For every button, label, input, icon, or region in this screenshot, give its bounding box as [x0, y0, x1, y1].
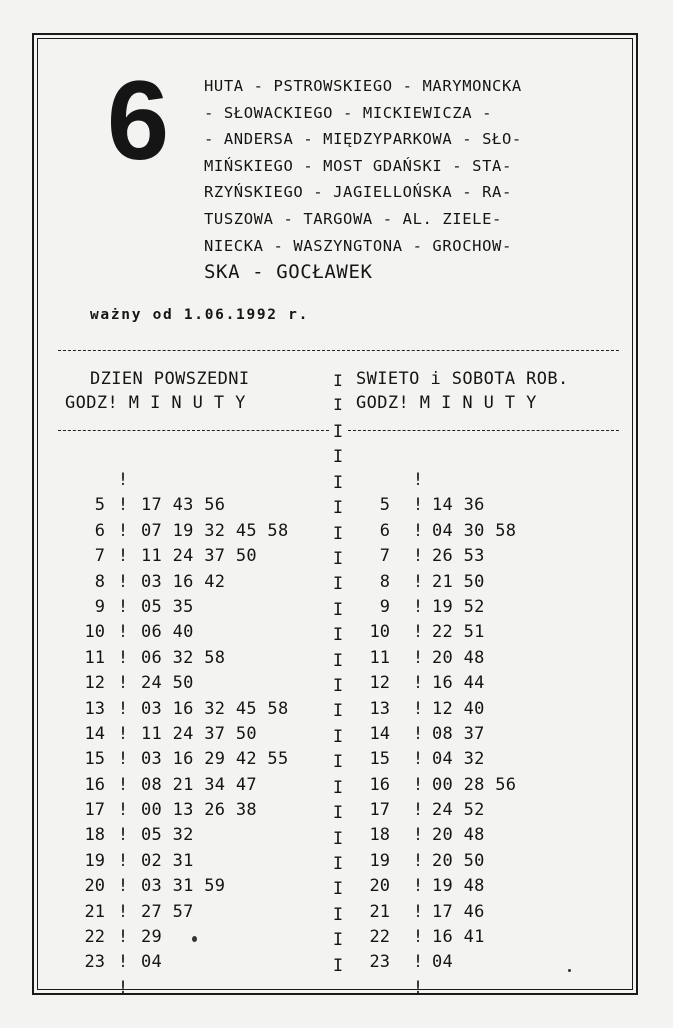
weekday-timetable [65, 468, 330, 1001]
weekday-hour: 7 [94, 546, 105, 567]
holiday-row-separator: ! [412, 470, 424, 490]
holiday-row [350, 570, 620, 595]
holiday-row [350, 620, 620, 645]
holiday-hour: 19 [369, 850, 390, 871]
weekday-row [65, 874, 330, 899]
holiday-minutes: 19 52 [432, 596, 485, 617]
weekday-hour: 11 [84, 647, 105, 668]
weekday-hour: 13 [84, 698, 105, 719]
weekday-hour: 18 [84, 825, 105, 846]
weekday-row-separator: ! [117, 749, 129, 770]
route-line: HUTA - PSTROWSKIEGO - MARYMONCKA [204, 77, 522, 95]
weekday-hour: 22 [84, 927, 105, 948]
holiday-row [350, 950, 620, 975]
holiday-hour: 21 [369, 901, 390, 922]
holiday-row [350, 976, 620, 1001]
weekday-row-separator: ! [117, 546, 129, 567]
holiday-row [350, 468, 620, 493]
weekday-minutes: 03 16 32 45 58 [141, 698, 289, 719]
weekday-row [65, 570, 330, 595]
weekday-minutes: 02 31 [141, 850, 194, 871]
weekday-hour: 16 [84, 774, 105, 795]
holiday-row-separator: ! [412, 774, 424, 795]
holiday-row-separator: ! [412, 723, 424, 744]
weekday-minutes: 04 [141, 952, 163, 973]
holiday-minutes: 16 44 [432, 673, 485, 694]
holiday-hour: 8 [379, 571, 390, 592]
holiday-minutes: 21 50 [432, 571, 485, 592]
line-number: 6 [106, 58, 170, 183]
holiday-subheader-separator [348, 430, 619, 431]
holiday-row-separator: ! [412, 495, 424, 516]
holiday-row [350, 823, 620, 848]
holiday-minutes: 04 [432, 952, 454, 973]
holiday-hour: 9 [379, 596, 390, 617]
weekday-row [65, 900, 330, 925]
weekday-hour: 15 [84, 749, 105, 770]
weekday-row-separator: ! [117, 698, 129, 719]
paper-speck [568, 969, 571, 972]
holiday-row [350, 849, 620, 874]
weekday-minutes: 06 32 58 [141, 647, 226, 668]
holiday-hour: 10 [369, 622, 390, 643]
weekday-hour: 14 [84, 723, 105, 744]
weekday-row [65, 747, 330, 772]
holiday-row [350, 722, 620, 747]
weekday-minutes: 06 40 [141, 622, 194, 643]
holiday-row [350, 747, 620, 772]
weekday-minutes: 08 21 34 47 [141, 774, 257, 795]
weekday-row-separator: ! [117, 596, 129, 617]
weekday-row-separator: ! [117, 647, 129, 668]
holiday-minutes: 16 41 [432, 927, 485, 948]
weekday-row [65, 798, 330, 823]
weekday-row [65, 646, 330, 671]
weekday-hour: 21 [84, 901, 105, 922]
weekday-row-separator: ! [117, 825, 129, 846]
weekday-hour: 6 [94, 520, 105, 541]
holiday-row [350, 646, 620, 671]
route-line: - SŁOWACKIEGO - MICKIEWICZA - [204, 103, 493, 122]
holiday-minutes: 04 30 58 [432, 520, 517, 541]
weekday-hour: 8 [94, 571, 105, 592]
paper-speck [192, 936, 197, 942]
holiday-minutes: 08 37 [432, 723, 485, 744]
holiday-hour: 12 [369, 673, 390, 694]
holiday-row-separator: ! [412, 698, 424, 719]
weekday-row [65, 671, 330, 696]
weekday-hour: 17 [84, 800, 105, 821]
holiday-row-separator: ! [412, 647, 424, 668]
route-line: MIŃSKIEGO - MOST GDAŃSKI - STA- [204, 156, 512, 175]
holiday-minutes: 12 40 [432, 698, 485, 719]
holiday-row [350, 544, 620, 569]
route-description [204, 73, 624, 286]
validity-date: ważny od 1.06.1992 r. [90, 307, 310, 323]
holiday-row [350, 595, 620, 620]
header-separator [58, 350, 619, 351]
timetable-frame [32, 33, 638, 998]
holiday-row-separator: ! [412, 977, 424, 998]
weekday-column-title: DZIEN POWSZEDNI [90, 369, 250, 389]
route-line: RZYŃSKIEGO - JAGIELLOŃSKA - RA- [204, 183, 512, 202]
holiday-minutes: 20 48 [432, 825, 485, 846]
weekday-subheader-separator [58, 430, 329, 431]
weekday-minutes: 07 19 32 45 58 [141, 520, 289, 541]
holiday-hour: 16 [369, 774, 390, 795]
holiday-row-separator: ! [412, 622, 424, 643]
holiday-row-separator: ! [412, 901, 424, 922]
holiday-column-title: SWIETO i SOBOTA ROB. [356, 369, 569, 389]
holiday-row-separator: ! [412, 825, 424, 846]
route-line: - ANDERSA - MIĘDZYPARKOWA - SŁO- [204, 130, 522, 149]
weekday-row-separator: ! [117, 520, 129, 541]
holiday-row [350, 671, 620, 696]
weekday-minutes: 27 57 [141, 901, 194, 922]
weekday-row-separator: ! [117, 952, 129, 973]
weekday-row-separator: ! [117, 622, 129, 643]
weekday-row [65, 722, 330, 747]
holiday-column-subheader: GODZ! M I N U T Y [356, 393, 537, 413]
holiday-minutes: 19 48 [432, 876, 485, 897]
weekday-row [65, 620, 330, 645]
weekday-row-separator: ! [117, 495, 129, 516]
holiday-row [350, 519, 620, 544]
holiday-minutes: 14 36 [432, 495, 485, 516]
weekday-minutes: 03 31 59 [141, 876, 226, 897]
weekday-hour: 5 [94, 495, 105, 516]
holiday-minutes: 22 51 [432, 622, 485, 643]
holiday-row-separator: ! [412, 876, 424, 897]
holiday-timetable [350, 468, 620, 1001]
weekday-hour: 9 [94, 596, 105, 617]
weekday-hour: 23 [84, 952, 105, 973]
holiday-minutes: 26 53 [432, 546, 485, 567]
weekday-row [65, 849, 330, 874]
weekday-row [65, 519, 330, 544]
weekday-row [65, 925, 330, 950]
route-line: TUSZOWA - TARGOWA - AL. ZIELE- [204, 209, 502, 228]
weekday-row [65, 468, 330, 493]
weekday-minutes: 24 50 [141, 673, 194, 694]
holiday-hour: 23 [369, 952, 390, 973]
holiday-row [350, 493, 620, 518]
weekday-column-subheader: GODZ! M I N U T Y [65, 393, 246, 413]
weekday-row-separator: ! [117, 723, 129, 744]
column-divider: I I I I I I I I I I I I I I I I I I I I I I I I [331, 369, 345, 417]
holiday-hour: 7 [379, 546, 390, 567]
holiday-row [350, 925, 620, 950]
holiday-minutes: 17 46 [432, 901, 485, 922]
weekday-minutes: 29 [141, 927, 163, 948]
holiday-minutes: 24 52 [432, 800, 485, 821]
weekday-row-separator: ! [117, 850, 129, 871]
weekday-row-separator: ! [117, 927, 129, 948]
holiday-hour: 20 [369, 876, 390, 897]
holiday-row-separator: ! [412, 520, 424, 541]
route-line: NIECKA - WASZYNGTONA - GROCHOW- [204, 236, 512, 255]
holiday-row-separator: ! [412, 749, 424, 770]
weekday-row [65, 950, 330, 975]
holiday-row-separator: ! [412, 673, 424, 694]
holiday-minutes: 20 48 [432, 647, 485, 668]
weekday-hour: 19 [84, 850, 105, 871]
weekday-minutes: 00 13 26 38 [141, 800, 257, 821]
holiday-row-separator: ! [412, 850, 424, 871]
holiday-hour: 13 [369, 698, 390, 719]
weekday-minutes: 11 24 37 50 [141, 723, 257, 744]
weekday-row [65, 976, 330, 1001]
weekday-hour: 12 [84, 673, 105, 694]
weekday-row [65, 544, 330, 569]
timetable-inner-frame [37, 38, 633, 998]
holiday-hour: 11 [369, 647, 390, 668]
weekday-row [65, 697, 330, 722]
holiday-row [350, 697, 620, 722]
column-divider-body: I I I I I I I I I I I I I I I I I I I I I I [332, 422, 344, 976]
holiday-row-separator: ! [412, 952, 424, 973]
weekday-row-separator: ! [117, 774, 129, 795]
weekday-row-separator: ! [117, 571, 129, 592]
route-line-terminus: SKA - GOCŁAWEK [204, 261, 373, 284]
holiday-hour: 17 [369, 800, 390, 821]
holiday-row [350, 900, 620, 925]
weekday-row-separator: ! [117, 673, 129, 694]
holiday-minutes: 20 50 [432, 850, 485, 871]
holiday-hour: 22 [369, 927, 390, 948]
holiday-hour: 6 [379, 520, 390, 541]
weekday-row-separator: ! [117, 876, 129, 897]
weekday-minutes: 05 32 [141, 825, 194, 846]
weekday-row-separator: ! [117, 977, 129, 998]
weekday-minutes: 11 24 37 50 [141, 546, 257, 567]
weekday-minutes: 17 43 56 [141, 495, 226, 516]
weekday-minutes: 05 35 [141, 596, 194, 617]
holiday-minutes: 00 28 56 [432, 774, 517, 795]
weekday-row-separator: ! [117, 800, 129, 821]
weekday-row [65, 823, 330, 848]
holiday-minutes: 04 32 [432, 749, 485, 770]
holiday-hour: 18 [369, 825, 390, 846]
holiday-hour: 15 [369, 749, 390, 770]
weekday-hour: 10 [84, 622, 105, 643]
weekday-row [65, 595, 330, 620]
holiday-row-separator: ! [412, 571, 424, 592]
weekday-minutes: 03 16 29 42 55 [141, 749, 289, 770]
weekday-row-separator: ! [117, 470, 129, 490]
weekday-minutes: 03 16 42 [141, 571, 226, 592]
weekday-row [65, 493, 330, 518]
weekday-row-separator: ! [117, 901, 129, 922]
holiday-row [350, 773, 620, 798]
holiday-hour: 14 [369, 723, 390, 744]
holiday-row-separator: ! [412, 927, 424, 948]
holiday-row-separator: ! [412, 546, 424, 567]
weekday-row [65, 773, 330, 798]
holiday-row-separator: ! [412, 800, 424, 821]
holiday-hour: 5 [379, 495, 390, 516]
holiday-row-separator: ! [412, 596, 424, 617]
holiday-row [350, 874, 620, 899]
weekday-hour: 20 [84, 876, 105, 897]
holiday-row [350, 798, 620, 823]
